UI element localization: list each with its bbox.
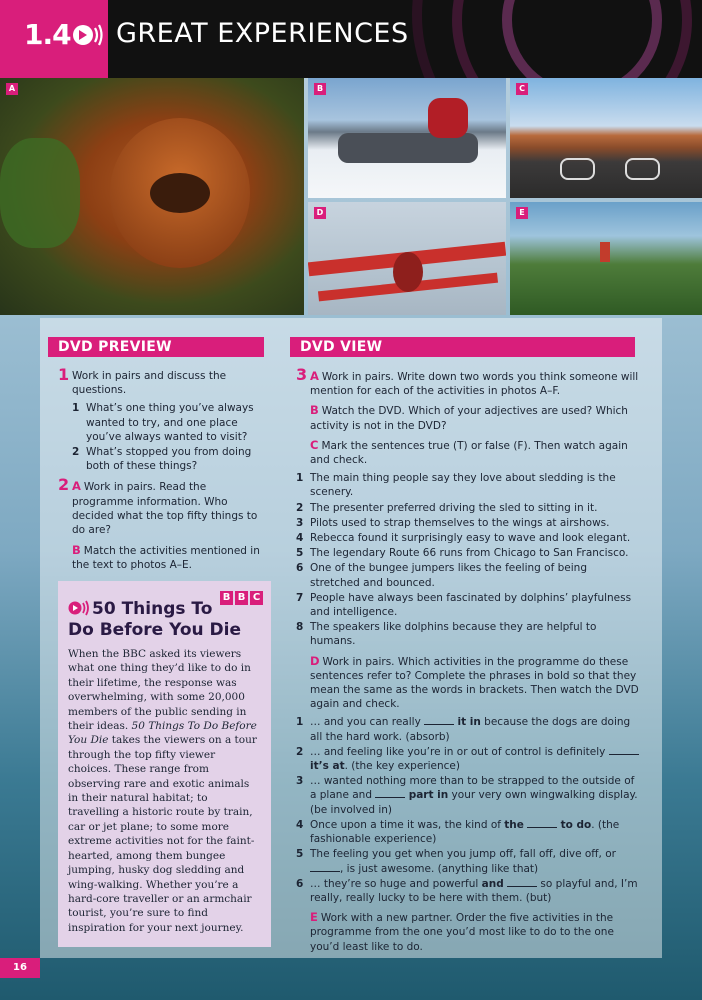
exercise-3: [296, 365, 640, 954]
page-number: 16: [0, 958, 40, 978]
list-item: 6 One of the bungee jumpers likes the feeling of being stretched and bounced.: [296, 562, 587, 589]
exercise-2: [58, 475, 268, 572]
audio-icon[interactable]: [68, 600, 90, 616]
exercise-1: [58, 365, 268, 473]
answer-blank[interactable]: [424, 715, 454, 725]
list-item: 2 … and feeling like you’re in or out of control is definitely it’s at. (the key experience): [296, 745, 640, 773]
answer-blank[interactable]: [507, 877, 537, 887]
answer-blank[interactable]: [310, 862, 340, 872]
exercise-instruction: Work in pairs and discuss the questions.: [72, 370, 227, 397]
photo-tag: D: [314, 207, 326, 219]
list-item: 5 The legendary Route 66 runs from Chicago to San Francisco.: [296, 547, 629, 560]
programme-info-box: [58, 581, 271, 947]
exercise-3b: B Watch the DVD. Which of your adjectives are used? Which activity is not in the DVD?: [310, 403, 628, 432]
exercise-3a: A Work in pairs. Write down two words you think someone will mention for each of the activities in photos A–F.: [310, 369, 639, 398]
list-item: 3 … wanted nothing more than to be strapped to the outside of a plane and part in your very own wingwalking display. (be involved in): [296, 775, 638, 816]
answer-blank[interactable]: [375, 788, 405, 798]
list-item: 7 People have always been fascinated by dolphins’ playfulness and intelligence.: [296, 591, 632, 619]
list-item: 6 … they’re so huge and powerful and so playful and, I’m really, really lucky to be here with them. (but): [296, 877, 638, 904]
exercise-number: 2: [58, 475, 70, 495]
page-title: GREAT EXPERIENCES: [116, 18, 409, 49]
list-item: 1 … and you can really it in because the dogs are doing all the hard work. (absorb): [296, 716, 631, 743]
unit-number: 1.4: [24, 18, 71, 51]
photo-tag: A: [6, 83, 18, 95]
exercise-number: 3: [296, 365, 308, 384]
list-item: 8 The speakers like dolphins because they are helpful to humans.: [296, 621, 597, 648]
photo-tag: C: [516, 83, 528, 95]
header-ring-decoration: [502, 0, 662, 78]
list-item: 4 Once upon a time it was, the kind of the to do. (the fashionable experience): [296, 818, 620, 846]
list-item: 5 The feeling you get when you jump off, fall off, dive off, or , is just awesome. (anything like that): [296, 848, 616, 875]
list-item: 3 Pilots used to strap themselves to the wings at airshows.: [296, 516, 610, 529]
list-item: 4 Rebecca found it surprisingly easy to wave and look elegant.: [296, 532, 631, 545]
exercise-3c: C Mark the sentences true (T) or false (F). Then watch again and check.: [310, 437, 628, 467]
exercise-2b: B Match the activities mentioned in the text to photos A–E.: [72, 543, 260, 572]
bbc-logo: B B C: [220, 591, 263, 605]
photo-route-66: [510, 78, 702, 198]
exercise-3d: D Work in pairs. Which activities in the programme do these sentences refer to? Complete the phrases in bold so that they mean the same as the words in brackets. Then watch the DVD again and check.: [310, 653, 639, 711]
exercise-2a: A Work in pairs. Read the programme information. Who decided what the top fifty things to do are?: [72, 479, 258, 537]
dvd-view-column: [296, 365, 640, 960]
dvd-preview-column: [58, 365, 268, 579]
answer-blank[interactable]: [609, 745, 639, 755]
unit-header: [0, 0, 702, 78]
photo-tag: E: [516, 207, 528, 219]
exercise-3e: E Work with a new partner. Order the five activities in the programme from the one you’d most like to do to the one you’d least like to do.: [310, 910, 614, 953]
list-item: 1 The main thing people say they love about sledding is the scenery.: [296, 472, 616, 499]
list-item: 2 What’s stopped you from doing both of these things?: [72, 446, 252, 473]
list-item: 2 The presenter preferred driving the sled to sitting in it.: [296, 501, 598, 514]
audio-icon[interactable]: [72, 22, 104, 48]
list-item: 1 What’s one thing you’ve always wanted to try, and one place you’ve always wanted to visit?: [72, 402, 254, 443]
answer-blank[interactable]: [527, 818, 557, 828]
photo-tag: B: [314, 83, 326, 95]
section-heading-dvd-view: DVD VIEW: [290, 337, 635, 357]
section-heading-dvd-preview: DVD PREVIEW: [48, 337, 264, 357]
programme-title: 50 Things To Do Before You Die: [68, 599, 242, 640]
exercise-number: 1: [58, 365, 70, 384]
photo-bungee-jump: [510, 202, 702, 315]
photo-orangutan: [0, 78, 304, 315]
photo-dog-sled: [308, 78, 506, 198]
programme-description: When the BBC asked its viewers what one thing they’d like to do in their lifetime, the response was overwhelming, with some 20,000 members of the public sending in their ideas. 50 Things To Do Before You Die takes the viewers on a tour through the top fifty viewer choices. These range from observing rare and exotic animals in their natural habitat; to travelling a historic route by train, car or jet plane; to some more extreme activities not for the faint-hearted, among them bungee jumping, husky dog sledding and wing-walking. Whether you’re a hard-core traveller or an armchair tourist, you’re sure to find inspiration for your next journey.: [68, 648, 257, 934]
photo-wing-walking: [308, 202, 506, 315]
